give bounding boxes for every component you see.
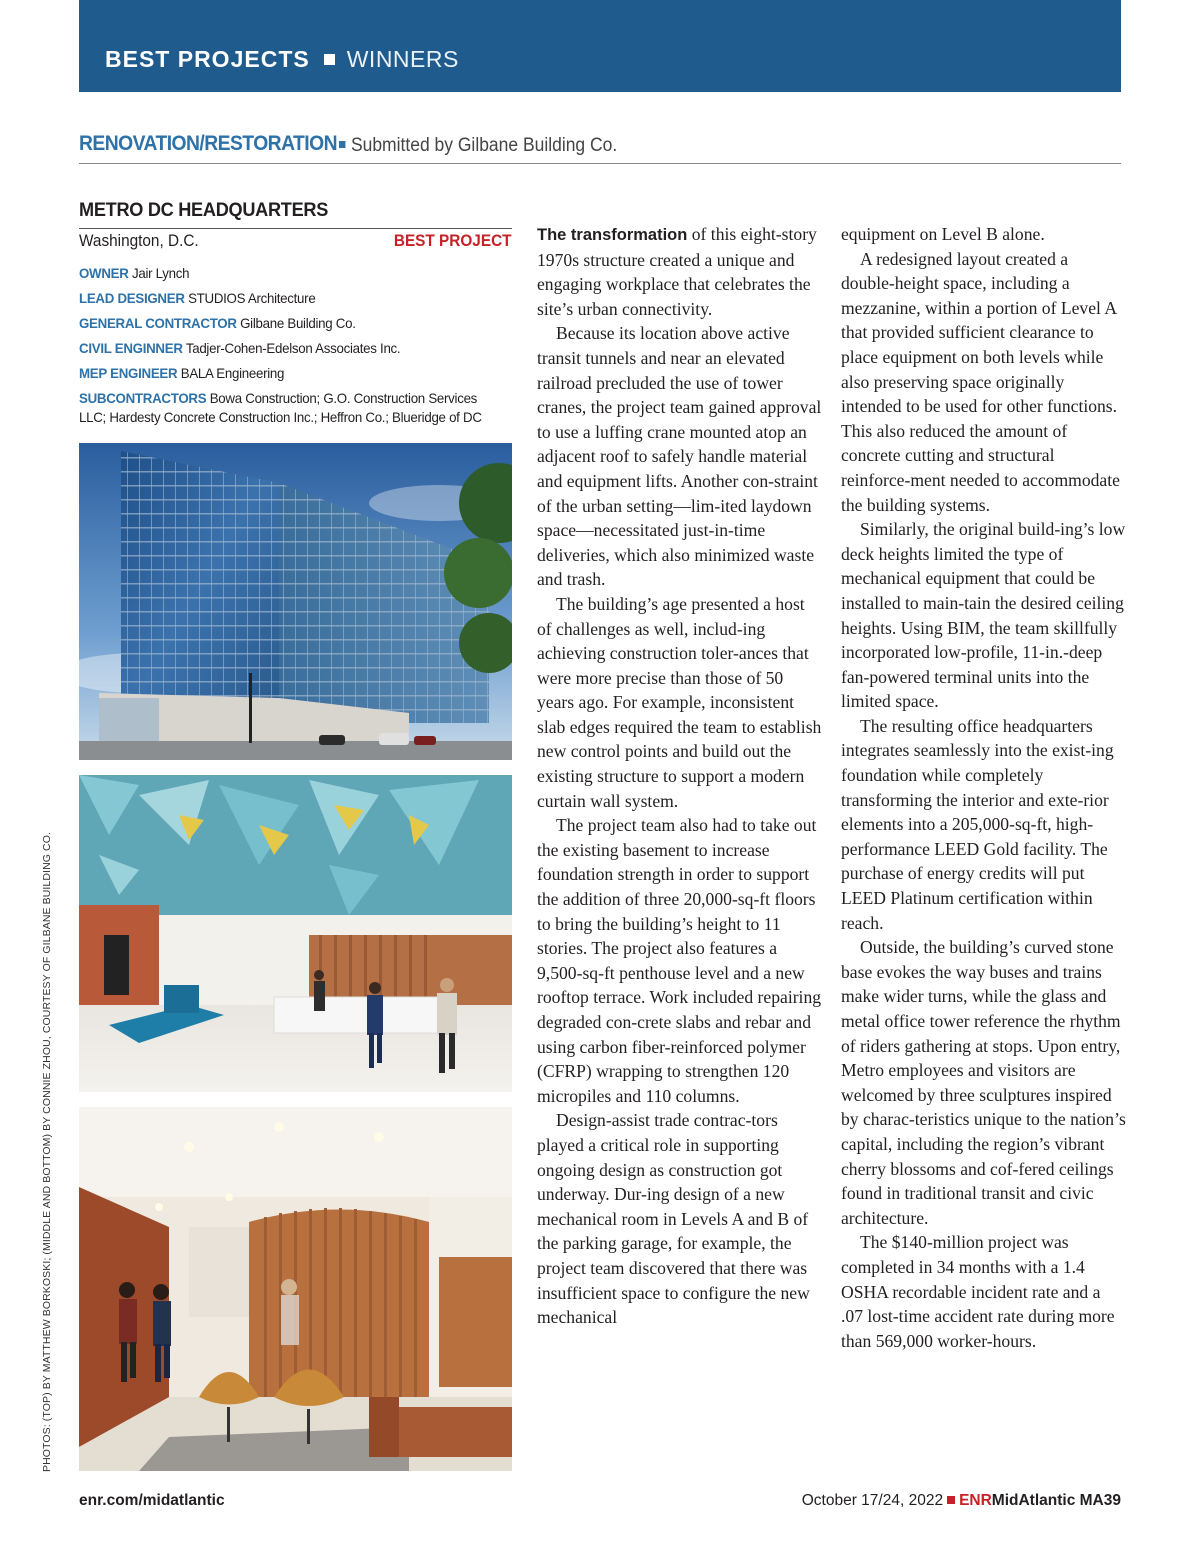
article-paragraph: Because its location above active transit tunnels and near an elevated railroad precluded the use of tower cranes, the project team gained approval to use a luffing crane mounted atop an adjacent roof to safely handle material and equipment lifts. Another con-straint of the urban setting—lim-ited laydown space—necessitated just-in-time deliveries, which also minimized waste and trash. <box>537 323 822 590</box>
photo-credit: PHOTOS: (TOP) BY MATTHEW BORKOSKI; (MIDDLE AND BOTTOM) BY CONNIE ZHOU, COURTESY OF GILBANE BUILDING CO. <box>41 831 53 1472</box>
category-line <box>79 132 1121 164</box>
credit-role: GENERAL CONTRACTOR <box>79 315 237 331</box>
banner-title <box>105 46 459 73</box>
article-paragraph: The resulting office headquarters integrates seamlessly into the exist-ing foundation while completely transforming the interior and exte-rior elements into a 205,000-sq-ft, high-performance LEED Gold facility. The purchase of energy credits will put LEED Platinum certification within reach. <box>841 715 1114 933</box>
credit-owner <box>79 264 507 283</box>
header-banner <box>79 0 1121 92</box>
article-paragraph: equipment on Level B alone. <box>841 224 1045 244</box>
credit-lead-designer <box>79 289 507 308</box>
article-text: of this eight-story 1970s structure created a unique and engaging workplace that celebrates the site’s urban connectivity. <box>537 224 817 319</box>
best-project-badge: BEST PROJECT <box>394 232 512 250</box>
square-bullet-icon <box>947 1496 955 1504</box>
footer-brand-region: MidAtlantic <box>991 1492 1076 1509</box>
project-title: METRO DC HEADQUARTERS <box>79 199 329 221</box>
footer-brand-enr: ENR <box>959 1492 992 1509</box>
corridor-photo <box>79 1107 512 1471</box>
article-paragraph: The project team also had to take out the existing basement to increase foundation strength in order to support the addition of three 20,000-sq-ft floors to bring the building’s height to 11 stories. The project also features a 9,500-sq-ft penthouse level and a new rooftop terrace. Work included repairing degraded con-crete slabs and rebar and using carbon fiber-reinforced polymer (CFRP) wrapping to strengthen 120 micropiles and 110 columns. <box>537 815 822 1106</box>
submitted-by <box>339 135 617 157</box>
credit-role: OWNER <box>79 265 129 281</box>
article-paragraph: Similarly, the original build-ing’s low deck heights limited the type of mechanical equipment that could be installed to main-tain the desired ceiling heights. Using BIM, the team skillfully incorporated low-profile, 11-in.-deep fan-powered terminal units into the limited space. <box>841 519 1126 712</box>
article-lead-in: The transformation <box>537 226 688 244</box>
article-paragraph: Outside, the building’s curved stone base evokes the way buses and trains make wider turns, while the glass and metal office tower reference the rhythm of riders gathering at stops. Upon entry, Metro employees and visitors are welcomed by three sculptures inspired by charac-teristics unique to the nation’s capital, including the region’s vibrant cherry blossoms and cof-fered ceilings found in traditional transit and civic architecture. <box>841 937 1126 1228</box>
credit-role: LEAD DESIGNER <box>79 290 185 306</box>
title-divider <box>79 228 512 229</box>
credit-civil-engineer <box>79 339 507 358</box>
credit-value: BALA Engineering <box>180 365 285 381</box>
square-bullet-icon <box>339 141 345 148</box>
credit-role: MEP ENGINEER <box>79 365 178 381</box>
lobby-photo <box>79 775 512 1092</box>
section-label: BEST PROJECTS <box>105 46 310 72</box>
footer-url[interactable]: enr.com/midatlantic <box>79 1492 225 1509</box>
submitted-by-text: Submitted by Gilbane Building Co. <box>350 135 618 156</box>
credit-value: Jair Lynch <box>131 265 190 281</box>
article-paragraph <box>537 222 822 321</box>
footer-page-number: MA39 <box>1079 1492 1121 1509</box>
credit-value: Bowa Construction; G.O. Construction Services LLC; Hardesty Concrete Construction Inc.; Heffron Co.; Blueridge of DC <box>79 390 482 425</box>
category-name: RENOVATION/RESTORATION <box>79 132 337 155</box>
credit-value: STUDIOS Architecture <box>188 290 316 306</box>
credit-mep-engineer <box>79 364 507 383</box>
article-paragraph: The building’s age presented a host of challenges as well, includ-ing achieving construction toler-ances that were more precise than those of 50 years ago. For example, inconsistent slab edges required the team to establish new control points and build out the existing structure to support a modern curtain wall system. <box>537 593 822 811</box>
project-location: Washington, D.C. <box>79 232 199 250</box>
article-paragraph: A redesigned layout created a double-height space, including a mezzanine, within a portion of Level A that provided sufficient clearance to place equipment on both levels while also preserving space originally intended to be used for other functions. This also reduced the amount of concrete cutting and structural reinforce-ment needed to accommodate the building systems. <box>841 248 1120 515</box>
credit-role: SUBCONTRACTORS <box>79 390 207 406</box>
subsection-label: WINNERS <box>346 46 459 72</box>
article-column-1 <box>537 222 822 1330</box>
article-column-2 <box>841 222 1126 1353</box>
credit-general-contractor <box>79 314 507 333</box>
credit-value: Tadjer-Cohen-Edelson Associates Inc. <box>185 340 401 356</box>
project-credits <box>79 264 519 433</box>
article-paragraph: The $140-million project was completed in 34 months with a 1.4 OSHA recordable incident rate and a .07 lost-time accident rate during more than 569,000 worker-hours. <box>841 1232 1115 1351</box>
credit-value: Gilbane Building Co. <box>240 315 356 331</box>
article-paragraph: Design-assist trade contrac-tors played a critical role in supporting ongoing design as construction got underway. Dur-ing design of a new mechanical room in Levels A and B of the parking garage, for example, the project team discovered that there was insufficient space to configure the new mechanical <box>537 1110 810 1328</box>
footer-date: October 17/24, 2022 <box>801 1492 944 1509</box>
square-bullet-icon <box>324 54 335 65</box>
credit-role: CIVIL ENGINNER <box>79 340 183 356</box>
building-exterior-photo <box>79 443 512 760</box>
footer-folio <box>802 1492 1121 1510</box>
credit-subcontractors <box>79 389 507 427</box>
